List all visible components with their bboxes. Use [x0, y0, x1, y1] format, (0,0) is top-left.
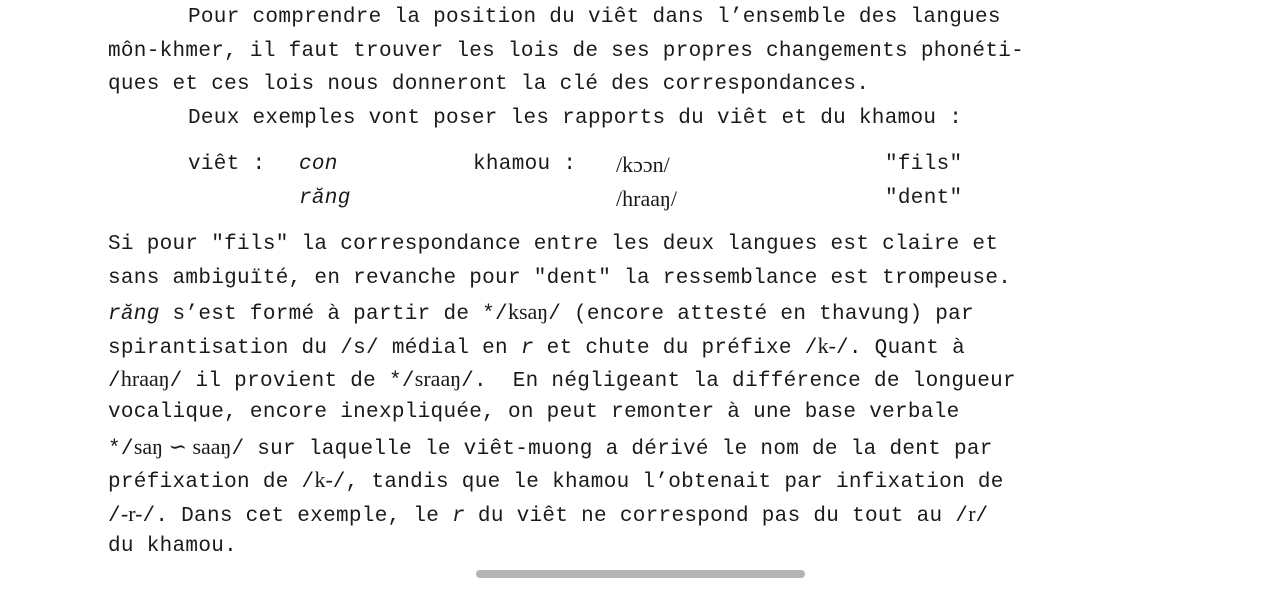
ipa-k-prefix: k-: [817, 333, 836, 358]
text-span: s’est formé à partir de */: [159, 303, 508, 326]
ipa-sraang: sraaŋ: [414, 366, 462, 391]
para2-line1: Deux exemples vont poser les rapports du viêt et du khamou :: [188, 107, 963, 130]
text-span: /. En négligeant la différence de longueur: [461, 370, 1016, 393]
horizontal-scrollbar[interactable]: [476, 570, 805, 578]
gloss-2: "dent": [885, 187, 963, 210]
text-span: /. Dans cet exemple, le: [142, 505, 453, 528]
text-span: préfixation de /: [108, 471, 315, 494]
para3-line7: [108, 435, 993, 459]
text-span: /: [108, 370, 121, 393]
text-span: /, tandis que le khamou l’obtenait par infixation de: [332, 471, 1004, 494]
viet-word-2: răng: [299, 187, 351, 210]
text-span: */: [108, 438, 134, 461]
khamou-label: khamou :: [473, 153, 577, 176]
para3-line8: [108, 468, 1004, 492]
khamou-word-2: /hraaŋ/: [616, 186, 677, 211]
para3-line3: [108, 300, 974, 324]
ipa-ksang: ksaŋ: [507, 299, 549, 324]
text-span: spirantisation du /s/ médial en: [108, 337, 521, 360]
para3-line5: [108, 367, 1016, 391]
text-span: et chute du préfixe /: [533, 337, 818, 360]
viet-label: viêt :: [188, 153, 266, 176]
ipa-k-prefix-2: k-: [314, 467, 333, 492]
text-span: /: [975, 505, 989, 528]
para3-line9: [108, 502, 988, 526]
khamou-word-1: /kɔɔn/: [616, 152, 670, 177]
gloss-1: "fils": [885, 153, 963, 176]
text-span: /: [108, 505, 121, 528]
text-span: / (encore attesté en thavung) par: [548, 303, 974, 326]
para3-line10: du khamou.: [108, 535, 238, 558]
ipa-hraang: hraaŋ: [120, 366, 170, 391]
text-span: /. Quant à: [835, 337, 965, 360]
ipa-r-infix: -r-: [120, 501, 143, 526]
ipa-sang-saang: saŋ ∽ saaŋ: [133, 434, 232, 459]
viet-word-1: con: [299, 153, 338, 176]
letter-r-italic-2: r: [452, 505, 466, 528]
para1-line1: Pour comprendre la position du viêt dans l’ensemble des langues: [188, 6, 1001, 29]
para3-line2: sans ambiguïté, en revanche pour "dent" la ressemblance est trompeuse.: [108, 267, 1012, 290]
para3-line6: vocalique, encore inexpliquée, on peut remonter à une base verbale: [108, 401, 960, 424]
text-span: / il provient de */: [169, 370, 415, 393]
text-span: / sur laquelle le viêt-muong a dérivé le nom de la dent par: [231, 438, 993, 461]
para1-line2: môn-khmer, il faut trouver les lois de ses propres changements phonéti-: [108, 40, 1025, 63]
ipa-r: r: [968, 501, 976, 526]
text-span: du viêt ne correspond pas du tout au /: [465, 505, 969, 528]
viet-word-rang: răng: [108, 303, 160, 326]
para1-line3: ques et ces lois nous donneront la clé des correspondances.: [108, 73, 870, 96]
para3-line4: [108, 334, 965, 358]
letter-r-italic: r: [520, 337, 534, 360]
para3-line1: Si pour "fils" la correspondance entre les deux langues est claire et: [108, 233, 999, 256]
